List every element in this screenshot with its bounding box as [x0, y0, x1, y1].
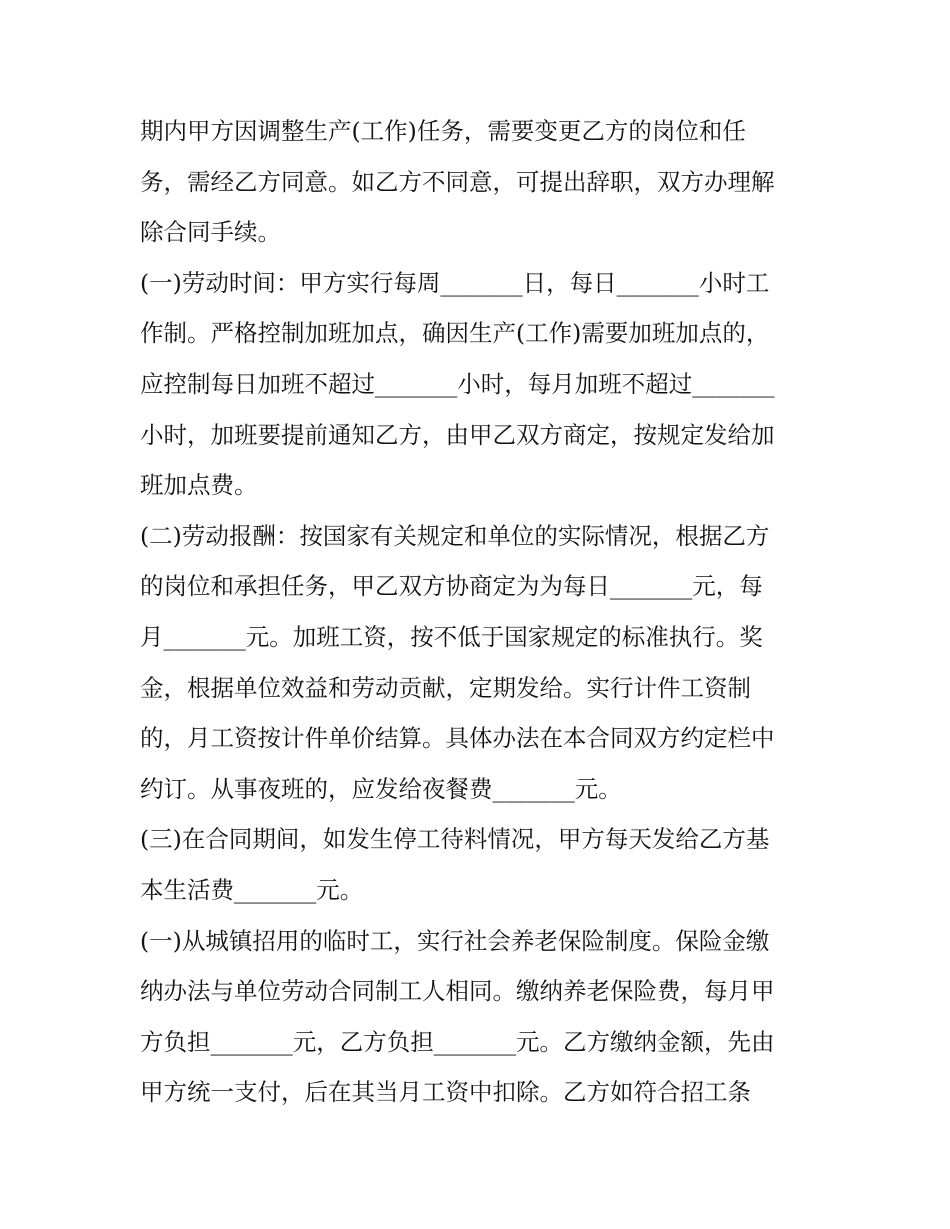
text-line: 金，根据单位效益和劳动贡献，定期发给。实行计件工资制: [140, 673, 751, 702]
text-line: 月_______元。加班工资，按不低于国家规定的标准执行。奖: [140, 622, 763, 651]
text-line: 的岗位和承担任务，甲乙双方协商定为为每日_______元，每: [140, 572, 763, 601]
text-line: 方负担_______元，乙方负担_______元。乙方缴纳金额，先由: [140, 1027, 775, 1056]
text-line: 的，月工资按计件单价结算。具体办法在本合同双方约定栏中: [140, 724, 775, 753]
text-line: 纳办法与单位劳动合同制工人相同。缴纳养老保险费，每月甲: [140, 977, 775, 1006]
text-line: (三)在合同期间，如发生停工待料情况，甲方每天发给乙方基: [140, 825, 770, 854]
text-line: (二)劳动报酬：按国家有关规定和单位的实际情况，根据乙方: [140, 521, 770, 550]
text-line: 应控制每日加班不超过_______小时，每月加班不超过_______: [140, 369, 775, 398]
text-line: 本生活费_______元。: [140, 875, 364, 904]
text-line: 务，需经乙方同意。如乙方不同意，可提出辞职，双方办理解: [140, 167, 775, 196]
body-text: [140, 106, 820, 1118]
text-line: 小时，加班要提前通知乙方，由甲乙双方商定，按规定发给加: [140, 420, 775, 449]
text-line: (一)劳动时间：甲方实行每周_______日，每日_______小时工: [140, 268, 770, 297]
text-line: 期内甲方因调整生产(工作)任务，需要变更乙方的岗位和任: [140, 117, 746, 145]
text-line: (一)从城镇招用的临时工，实行社会养老保险制度。保险金缴: [140, 926, 770, 955]
text-line: 除合同手续。: [140, 218, 281, 247]
text-line: 约订。从事夜班的，应发给夜餐费_______元。: [140, 774, 622, 803]
text-line: 甲方统一支付，后在其当月工资中扣除。乙方如符合招工条: [140, 1078, 751, 1107]
text-line: 班加点费。: [140, 471, 258, 500]
text-line: 作制。严格控制加班加点，确因生产(工作)需要加班加点的，: [140, 319, 770, 348]
